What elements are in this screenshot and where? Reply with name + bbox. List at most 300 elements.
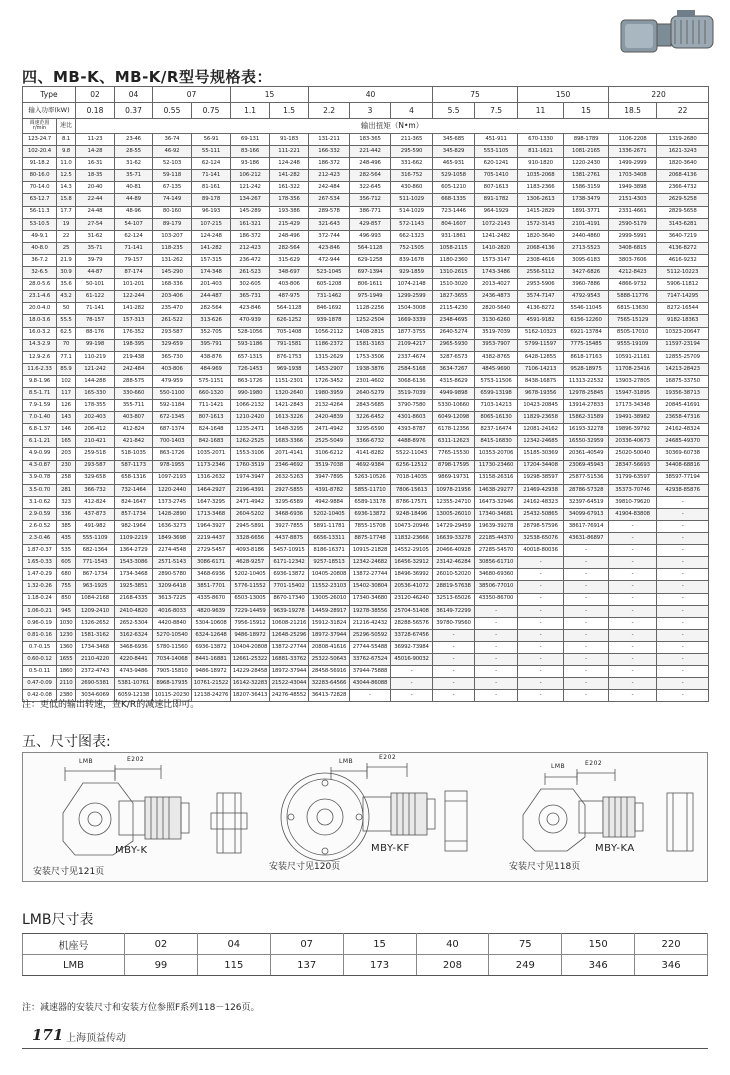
ratio-cell: 117 bbox=[57, 387, 76, 399]
torque-cell: 2629-5258 bbox=[657, 194, 709, 206]
torque-cell: 56-91 bbox=[192, 134, 231, 146]
torque-cell: 437-873 bbox=[76, 508, 115, 520]
torque-cell: - bbox=[475, 605, 518, 617]
torque-cell: 863-1726 bbox=[153, 448, 192, 460]
torque-cell: 2366-4732 bbox=[657, 182, 709, 194]
torque-cell: 4141-8282 bbox=[350, 448, 391, 460]
torque-cell: 28347-56693 bbox=[609, 460, 657, 472]
ratio-cell: 2110 bbox=[57, 678, 76, 690]
speed-range-cell: 0.7-0.15 bbox=[23, 641, 57, 653]
lmb-value-cell: 346 bbox=[635, 955, 708, 976]
torque-cell: - bbox=[609, 605, 657, 617]
table-row bbox=[23, 436, 709, 448]
torque-cell: - bbox=[475, 690, 518, 702]
torque-cell: 345-685 bbox=[433, 134, 475, 146]
torque-cell: 71-141 bbox=[76, 303, 115, 315]
torque-cell: 31-62 bbox=[76, 230, 115, 242]
torque-cell: 771-1543 bbox=[76, 557, 115, 569]
power-cell: 15 bbox=[564, 103, 609, 119]
torque-cell: 8441-16881 bbox=[192, 654, 231, 666]
ratio-cell: 43.2 bbox=[57, 291, 76, 303]
torque-cell: 1543-3086 bbox=[115, 557, 153, 569]
torque-cell: - bbox=[518, 666, 564, 678]
torque-cell: - bbox=[657, 533, 709, 545]
torque-cell: 672-1345 bbox=[153, 412, 192, 424]
torque-cell: 3162-6324 bbox=[115, 629, 153, 641]
torque-cell: 4382-8765 bbox=[475, 351, 518, 363]
torque-cell: 2843-5685 bbox=[350, 400, 391, 412]
speed-range-cell: 1.18-0.24 bbox=[23, 593, 57, 605]
table-row bbox=[23, 641, 709, 653]
torque-cell: 19356-38713 bbox=[657, 387, 709, 399]
torque-cell: 17340-34680 bbox=[350, 593, 391, 605]
ratio-cell: 323 bbox=[57, 496, 76, 508]
speed-range-cell: 11.6-2.33 bbox=[23, 363, 57, 375]
power-label: 输入功率(kW) bbox=[23, 103, 76, 119]
table-row bbox=[23, 581, 709, 593]
torque-cell: 964-1929 bbox=[475, 206, 518, 218]
torque-cell: 4488-8976 bbox=[391, 436, 433, 448]
table-row bbox=[23, 315, 709, 327]
torque-cell: 176-352 bbox=[115, 327, 153, 339]
torque-cell: 3086-6171 bbox=[192, 557, 231, 569]
torque-cell: 16-31 bbox=[76, 158, 115, 170]
torque-cell: 44-87 bbox=[76, 267, 115, 279]
torque-cell: 11313-22532 bbox=[564, 375, 609, 387]
torque-cell: 2471-4942 bbox=[231, 496, 270, 508]
table-row bbox=[23, 424, 709, 436]
torque-cell: - bbox=[564, 690, 609, 702]
torque-cell: - bbox=[609, 654, 657, 666]
torque-cell: 7905-15810 bbox=[153, 666, 192, 678]
torque-cell: 10115-20230 bbox=[153, 690, 192, 702]
torque-cell: 20536-41072 bbox=[391, 581, 433, 593]
speed-range-cell: 49-9.1 bbox=[23, 230, 57, 242]
power-cell: 22 bbox=[657, 103, 709, 119]
torque-cell: 27285-54570 bbox=[475, 545, 518, 557]
speed-range-cell: 0.96-0.19 bbox=[23, 617, 57, 629]
torque-cell: - bbox=[609, 557, 657, 569]
lmb-size-row bbox=[23, 934, 708, 955]
torque-cell: 605-1208 bbox=[309, 279, 350, 291]
speed-range-cell: 2.9-0.59 bbox=[23, 508, 57, 520]
torque-cell: 564-1128 bbox=[350, 242, 391, 254]
torque-cell: 124-248 bbox=[192, 230, 231, 242]
torque-cell: 2331-4661 bbox=[609, 206, 657, 218]
torque-cell: 356-712 bbox=[350, 194, 391, 206]
torque-cell: 2953-5906 bbox=[518, 279, 564, 291]
ratio-cell: 8.1 bbox=[57, 134, 76, 146]
torque-cell: 484-969 bbox=[192, 363, 231, 375]
torque-cell: 44-89 bbox=[115, 194, 153, 206]
torque-cell: 2337-4674 bbox=[391, 351, 433, 363]
table-row bbox=[23, 327, 709, 339]
torque-cell: 752-1505 bbox=[391, 242, 433, 254]
torque-cell: 8786-17571 bbox=[391, 496, 433, 508]
torque-cell: 107-215 bbox=[192, 218, 231, 230]
table-row bbox=[23, 194, 709, 206]
torque-cell: 5546-11045 bbox=[564, 303, 609, 315]
torque-cell: 2945-5891 bbox=[231, 521, 270, 533]
torque-cell: 206-412 bbox=[76, 424, 115, 436]
torque-cell: 3427-6826 bbox=[564, 267, 609, 279]
torque-cell: 17173-34348 bbox=[609, 400, 657, 412]
speed-range-cell: 14.3-2.9 bbox=[23, 339, 57, 351]
torque-cell: 1306-2613 bbox=[518, 194, 564, 206]
power-cell: 0.18 bbox=[76, 103, 115, 119]
torque-cell: 6936-13872 bbox=[192, 641, 231, 653]
table-row bbox=[23, 170, 709, 182]
torque-cell: 5888-11776 bbox=[609, 291, 657, 303]
torque-cell: 96-193 bbox=[192, 206, 231, 218]
torque-cell: 1220-2430 bbox=[564, 158, 609, 170]
torque-cell: 1949-3898 bbox=[609, 182, 657, 194]
page-number: 171 bbox=[32, 1026, 64, 1044]
torque-cell: 4616-9232 bbox=[657, 254, 709, 266]
torque-cell: 4393-8787 bbox=[391, 424, 433, 436]
torque-cell: 18496-36992 bbox=[391, 569, 433, 581]
speed-range-cell: 91-18.2 bbox=[23, 158, 57, 170]
torque-cell: 1499-2999 bbox=[609, 158, 657, 170]
torque-cell: 3408-6815 bbox=[609, 242, 657, 254]
torque-cell: 1320-2640 bbox=[270, 387, 309, 399]
torque-cell: 365-730 bbox=[153, 351, 192, 363]
ratio-cell: 55.5 bbox=[57, 315, 76, 327]
table-row bbox=[23, 182, 709, 194]
ratio-cell: 146 bbox=[57, 424, 76, 436]
ratio-cell: 11.0 bbox=[57, 158, 76, 170]
torque-cell: 2109-4217 bbox=[391, 339, 433, 351]
torque-cell: 1364-2729 bbox=[115, 545, 153, 557]
torque-cell: 5381-10761 bbox=[115, 678, 153, 690]
torque-cell: 3068-6136 bbox=[391, 375, 433, 387]
table-row bbox=[23, 666, 709, 678]
torque-cell: 1066-2132 bbox=[231, 400, 270, 412]
note-lower-speed: 注：更低的输出转速，查K/R的减速比即可。 bbox=[22, 700, 200, 710]
spec-table bbox=[22, 86, 709, 702]
torque-cell: 13005-26010 bbox=[433, 508, 475, 520]
torque-cell: 575-1151 bbox=[192, 375, 231, 387]
torque-cell: 1058-2115 bbox=[433, 242, 475, 254]
torque-cell: 8065-16130 bbox=[475, 412, 518, 424]
torque-cell: 4743-9486 bbox=[115, 666, 153, 678]
torque-cell: 14229-28458 bbox=[231, 666, 270, 678]
torque-cell: - bbox=[564, 666, 609, 678]
torque-cell: 5906-11812 bbox=[657, 279, 709, 291]
torque-cell: 22185-44370 bbox=[475, 533, 518, 545]
lmb-table-title: LMB尺寸表 bbox=[22, 912, 94, 928]
torque-cell: 807-1613 bbox=[475, 182, 518, 194]
torque-cell: 804-1607 bbox=[433, 218, 475, 230]
torque-cell: 37944-75888 bbox=[350, 666, 391, 678]
torque-cell: 186-372 bbox=[309, 158, 350, 170]
torque-cell: 2525-5049 bbox=[309, 436, 350, 448]
torque-cell: - bbox=[657, 605, 709, 617]
torque-cell: - bbox=[657, 641, 709, 653]
torque-cell: 9678-19356 bbox=[518, 387, 564, 399]
table-row bbox=[23, 605, 709, 617]
torque-cell: 54-107 bbox=[115, 218, 153, 230]
torque-cell: 1373-2745 bbox=[153, 496, 192, 508]
torque-cell: 16142-32283 bbox=[231, 678, 270, 690]
torque-cell: 978-1955 bbox=[153, 460, 192, 472]
torque-cell: 1581-3163 bbox=[350, 339, 391, 351]
torque-cell: 658-1316 bbox=[115, 472, 153, 484]
torque-cell: 2115-4230 bbox=[433, 303, 475, 315]
speed-range-cell: 0.47-0.09 bbox=[23, 678, 57, 690]
torque-cell: 11-23 bbox=[76, 134, 115, 146]
torque-cell: 620-1241 bbox=[475, 158, 518, 170]
torque-cell: 6599-13198 bbox=[475, 387, 518, 399]
torque-cell: 2071-4141 bbox=[270, 448, 309, 460]
torque-cell: 201-403 bbox=[192, 279, 231, 291]
torque-cell: 211-365 bbox=[391, 134, 433, 146]
speed-range-cell: 53-10.5 bbox=[23, 218, 57, 230]
torque-cell: 1235-2471 bbox=[231, 424, 270, 436]
torque-cell: 12855-25709 bbox=[657, 351, 709, 363]
torque-cell: 1315-2629 bbox=[309, 351, 350, 363]
torque-cell: 5799-11597 bbox=[518, 339, 564, 351]
ratio-cell: 435 bbox=[57, 533, 76, 545]
lmb-size-cell: 150 bbox=[562, 934, 635, 955]
torque-cell: 7147-14295 bbox=[657, 291, 709, 303]
torque-cell: 8968-17935 bbox=[153, 678, 192, 690]
torque-cell: 144-288 bbox=[76, 375, 115, 387]
torque-cell: 34408-68816 bbox=[657, 460, 709, 472]
torque-cell: 5263-10526 bbox=[350, 472, 391, 484]
torque-cell: 1703-3408 bbox=[609, 170, 657, 182]
torque-cell: 16550-32959 bbox=[564, 436, 609, 448]
torque-cell: 321-643 bbox=[309, 218, 350, 230]
lmb-size-label: 机座号 bbox=[23, 934, 125, 955]
torque-cell: 2013-4027 bbox=[475, 279, 518, 291]
torque-cell: 221-442 bbox=[350, 146, 391, 158]
torque-cell: 8505-17010 bbox=[609, 327, 657, 339]
torque-cell: 711-1421 bbox=[192, 400, 231, 412]
torque-cell: 27-54 bbox=[76, 218, 115, 230]
torque-cell: - bbox=[433, 666, 475, 678]
table-row bbox=[23, 545, 709, 557]
torque-cell: - bbox=[609, 678, 657, 690]
torque-cell: 10608-21216 bbox=[270, 617, 309, 629]
speed-range-cell: 8.5-1.71 bbox=[23, 387, 57, 399]
torque-cell: 36413-72828 bbox=[309, 690, 350, 702]
torque-cell: - bbox=[518, 593, 564, 605]
torque-cell: 4212-8423 bbox=[609, 267, 657, 279]
torque-cell: 352-705 bbox=[192, 327, 231, 339]
torque-cell: 1428-2890 bbox=[153, 508, 192, 520]
torque-cell: - bbox=[518, 605, 564, 617]
lmb-value-cell: 99 bbox=[125, 955, 198, 976]
torque-cell: 24-48 bbox=[76, 206, 115, 218]
torque-cell: 9486-18972 bbox=[231, 629, 270, 641]
lmb-size-cell: 07 bbox=[270, 934, 343, 955]
torque-cell: 293-587 bbox=[76, 460, 115, 472]
ratio-cell: 1360 bbox=[57, 641, 76, 653]
torque-cell: 732-1464 bbox=[115, 484, 153, 496]
torque-cell: 4420-8840 bbox=[153, 617, 192, 629]
torque-cell: - bbox=[564, 569, 609, 581]
type-02: 02 bbox=[76, 87, 115, 103]
torque-cell: 244-487 bbox=[192, 291, 231, 303]
torque-cell: 103-207 bbox=[153, 230, 192, 242]
torque-cell: 48-96 bbox=[115, 206, 153, 218]
torque-cell: 161-321 bbox=[231, 218, 270, 230]
torque-cell: 25296-50592 bbox=[350, 629, 391, 641]
table-row bbox=[23, 375, 709, 387]
ratio-cell: 385 bbox=[57, 521, 76, 533]
torque-cell: 1381-2761 bbox=[564, 170, 609, 182]
torque-cell: 34680-69360 bbox=[475, 569, 518, 581]
torque-cell: 5522-11043 bbox=[391, 448, 433, 460]
type-220: 220 bbox=[609, 87, 709, 103]
torque-cell: 23069-45943 bbox=[564, 460, 609, 472]
table-row bbox=[23, 496, 709, 508]
torque-cell: - bbox=[564, 617, 609, 629]
torque-cell: 910-1820 bbox=[518, 158, 564, 170]
torque-cell: 3209-6418 bbox=[153, 581, 192, 593]
torque-cell: 1647-3295 bbox=[192, 496, 231, 508]
speed-range-cell: 2.3-0.46 bbox=[23, 533, 57, 545]
torque-cell: 2820-5640 bbox=[475, 303, 518, 315]
lmb-value-label: LMB bbox=[23, 955, 125, 976]
torque-cell: 660-1320 bbox=[192, 387, 231, 399]
torque-cell: - bbox=[657, 629, 709, 641]
torque-cell: 4301-8603 bbox=[391, 412, 433, 424]
torque-cell: 124-248 bbox=[270, 158, 309, 170]
ratio-cell: 19 bbox=[57, 218, 76, 230]
speed-range-cell: 9.8-1.96 bbox=[23, 375, 57, 387]
torque-cell: 1186-2372 bbox=[309, 339, 350, 351]
torque-cell: - bbox=[609, 581, 657, 593]
torque-cell: 33762-67524 bbox=[350, 654, 391, 666]
torque-cell: 14638-29277 bbox=[475, 484, 518, 496]
torque-cell: 10591-21181 bbox=[609, 351, 657, 363]
torque-cell: 24162-48324 bbox=[657, 424, 709, 436]
torque-cell: 3640-7219 bbox=[657, 230, 709, 242]
speed-range-cell: 40-8.0 bbox=[23, 242, 57, 254]
lmb-size-cell: 40 bbox=[416, 934, 489, 955]
torque-cell: 1106-2208 bbox=[609, 134, 657, 146]
torque-cell: 2196-4391 bbox=[231, 484, 270, 496]
torque-cell: 24685-49370 bbox=[657, 436, 709, 448]
torque-cell: 2420-4839 bbox=[309, 412, 350, 424]
torque-cell: 83-166 bbox=[231, 146, 270, 158]
torque-cell: 23-46 bbox=[115, 134, 153, 146]
torque-cell: 2346-4692 bbox=[270, 460, 309, 472]
torque-cell: - bbox=[350, 690, 391, 702]
torque-cell: 168-336 bbox=[153, 279, 192, 291]
torque-cell: 412-824 bbox=[76, 496, 115, 508]
speed-range-cell: 20.0-4.0 bbox=[23, 303, 57, 315]
torque-cell: 811-1621 bbox=[518, 146, 564, 158]
table-row bbox=[23, 146, 709, 158]
torque-cell: 1084-2168 bbox=[76, 593, 115, 605]
torque-cell: 12648-25296 bbox=[270, 629, 309, 641]
table-row bbox=[23, 472, 709, 484]
torque-cell: 10473-20946 bbox=[391, 521, 433, 533]
speed-range-cell: 3.5-0.70 bbox=[23, 484, 57, 496]
ratio-cell: 680 bbox=[57, 569, 76, 581]
type-07: 07 bbox=[153, 87, 231, 103]
torque-cell: 22-44 bbox=[76, 194, 115, 206]
torque-cell: 6589-13178 bbox=[350, 496, 391, 508]
torque-cell: 134-267 bbox=[231, 194, 270, 206]
torque-cell: 6936-13872 bbox=[270, 569, 309, 581]
torque-cell: - bbox=[518, 557, 564, 569]
torque-cell: 403-806 bbox=[153, 363, 192, 375]
torque-cell: 28786-57328 bbox=[564, 484, 609, 496]
torque-cell: 7956-15912 bbox=[231, 617, 270, 629]
speed-range-cell: 16.0-3.2 bbox=[23, 327, 57, 339]
mby-k-diagram bbox=[23, 753, 249, 881]
torque-cell: - bbox=[609, 641, 657, 653]
ratio-cell: 17.7 bbox=[57, 206, 76, 218]
ratio-cell: 165 bbox=[57, 436, 76, 448]
table-row bbox=[23, 230, 709, 242]
torque-cell: 111-221 bbox=[270, 146, 309, 158]
torque-cell: 7018-14035 bbox=[391, 472, 433, 484]
torque-cell: 1980-3959 bbox=[309, 387, 350, 399]
torque-cell: 4136-8272 bbox=[518, 303, 564, 315]
torque-cell: 161-322 bbox=[270, 182, 309, 194]
torque-cell: 28798-57596 bbox=[518, 521, 564, 533]
torque-cell: 14459-28917 bbox=[309, 605, 350, 617]
torque-cell: - bbox=[609, 521, 657, 533]
install-page-mby-kf: 安装尺寸见120页 bbox=[269, 862, 341, 872]
torque-cell: 3790-7580 bbox=[391, 400, 433, 412]
torque-cell: 6156-12260 bbox=[564, 315, 609, 327]
torque-cell: 43350-86700 bbox=[475, 593, 518, 605]
torque-cell: 10323-20647 bbox=[657, 327, 709, 339]
speed-range-cell: 4.9-0.99 bbox=[23, 448, 57, 460]
torque-cell: - bbox=[564, 557, 609, 569]
ratio-cell: 1030 bbox=[57, 617, 76, 629]
model-label-mby-ka: MBY-KA bbox=[595, 843, 635, 854]
ratio-cell: 21.9 bbox=[57, 254, 76, 266]
torque-cell: 10915-21828 bbox=[350, 545, 391, 557]
torque-cell: 839-1678 bbox=[391, 254, 433, 266]
table-row bbox=[23, 617, 709, 629]
torque-cell: 6311-12623 bbox=[433, 436, 475, 448]
torque-cell: 1820-3640 bbox=[518, 230, 564, 242]
torque-cell: 8186-16371 bbox=[309, 545, 350, 557]
torque-cell: 1820-3640 bbox=[657, 158, 709, 170]
torque-cell: 91-183 bbox=[270, 134, 309, 146]
torque-cell: 487-975 bbox=[270, 291, 309, 303]
torque-label: 输出扭矩（N•m） bbox=[76, 119, 709, 134]
ratio-cell: 9.8 bbox=[57, 146, 76, 158]
table-row bbox=[23, 508, 709, 520]
torque-cell: 2410-4820 bbox=[115, 605, 153, 617]
power-cell: 0.55 bbox=[153, 103, 192, 119]
torque-cell: 157-315 bbox=[192, 254, 231, 266]
torque-cell: 1849-3698 bbox=[153, 533, 192, 545]
torque-cell: 4692-9384 bbox=[350, 460, 391, 472]
ratio-cell: 77.1 bbox=[57, 351, 76, 363]
note-install: 注：减速器的安装尺寸和安装方位参照F系列118－126页。 bbox=[22, 1003, 260, 1013]
torque-cell: 1220-2440 bbox=[153, 484, 192, 496]
torque-cell: 1097-2193 bbox=[153, 472, 192, 484]
torque-cell: 12978-25845 bbox=[564, 387, 609, 399]
torque-cell: - bbox=[475, 666, 518, 678]
table-row bbox=[23, 242, 709, 254]
torque-cell: 3143-6281 bbox=[657, 218, 709, 230]
torque-cell: 7855-15708 bbox=[350, 521, 391, 533]
torque-cell: 1586-3159 bbox=[564, 182, 609, 194]
torque-cell: 2690-5381 bbox=[76, 678, 115, 690]
torque-cell: 1713-3468 bbox=[192, 508, 231, 520]
